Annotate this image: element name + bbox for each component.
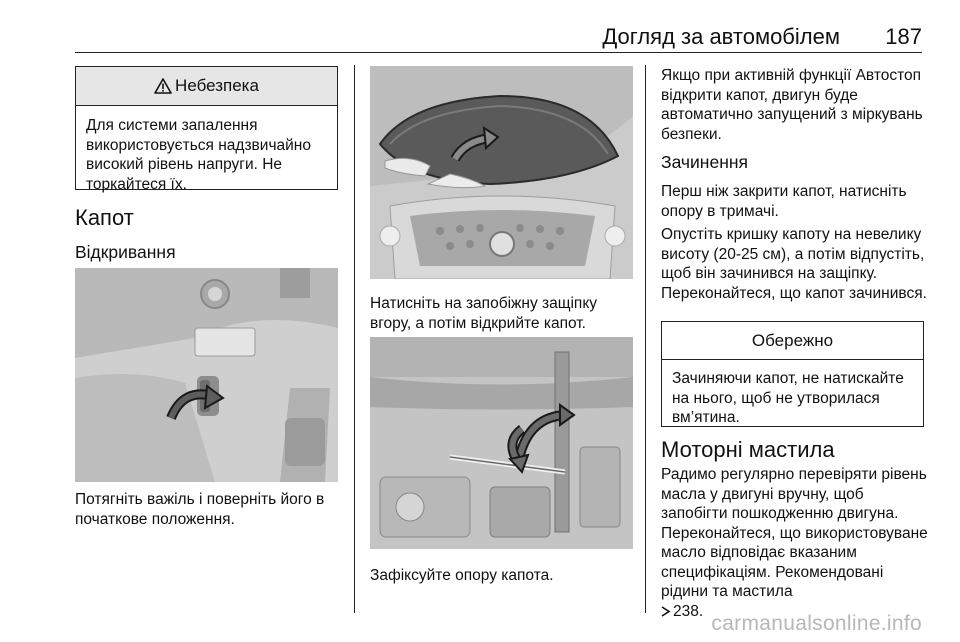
caution-box [661,321,924,427]
figure-release-lever [75,268,338,482]
section-title-bonnet: Капот [75,205,134,230]
caption-release-lever: Потягніть важіль і поверніть його в початкове положення. [75,491,325,528]
engine-oils-paragraph [661,465,929,621]
page-reference-icon[interactable] [661,602,673,622]
header-rule [75,52,922,53]
bonnet-stay-illustration [370,337,633,549]
warning-heading [76,67,337,106]
watermark: carmanualsonline.info [711,612,922,635]
autostop-note: Якщо при активній функції Автостоп відкрити капот, двигун буде автоматично запущений з міркувань безпеки. [661,67,923,143]
closing-paragraph-1: Перш ніж закрити капот, натисніть опору в тримачі. [661,183,907,220]
warning-triangle-icon [154,78,172,94]
subsection-title-opening: Відкривання [75,242,176,262]
closing-paragraph-2: Опустіть кришку капоту на невелику висоту (20-25 см), а потім відпустіть, щоб він зачинився на защіпку. Переконайтеся, що капот зачинився. [661,226,927,302]
safety-catch-illustration [370,66,633,279]
subsection-title-closing: Зачинення [661,152,749,172]
caption-safety-catch: Натисніть на запобіжну защіпку вгору, а потім відкрийте капот. [370,295,598,332]
caution-heading: Обережно [662,322,923,360]
release-lever-illustration [75,268,338,482]
warning-title: Небезпека [175,76,259,95]
page-reference-link[interactable]: 238. [673,602,704,620]
section-title-engine-oils: Моторні мастила [661,437,835,462]
warning-text: Для системи запалення використовується надзвичайно високий рівень напруги. Не торкайтеся їх. [86,117,311,193]
column-divider-left [354,65,355,613]
engine-oils-text: Радимо регулярно перевіряти рівень масла у двигуні вручну, щоб запобігти пошкодженню двигуна. Переконайтеся, що використовуване масло відповідає вказаним специфікаціям. Рекомендовані рідини та мастила [661,466,928,600]
caption-bonnet-stay: Зафіксуйте опору капота. [370,567,554,584]
danger-warning-box [75,66,338,193]
caution-text: Зачиняючи капот, не натискайте на нього, щоб не утворилася вм’ятина. [672,370,904,426]
column-divider-right [645,65,646,613]
figure-safety-catch [370,66,633,279]
figure-bonnet-stay [370,337,633,549]
running-header-title: Догляд за автомобілем [602,24,840,49]
page-number: 187 [885,24,922,49]
